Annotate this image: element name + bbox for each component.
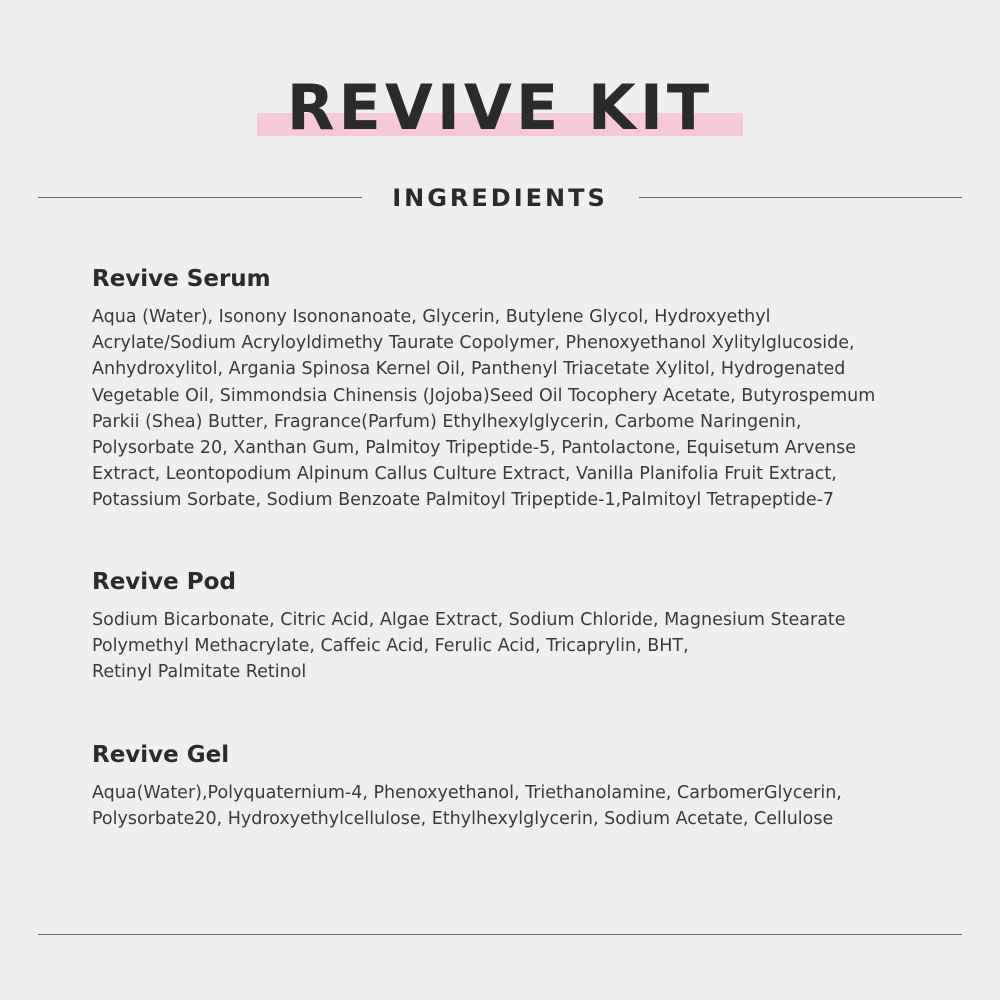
section-revive-gel [92, 740, 922, 832]
subtitle-divider-right [639, 197, 962, 198]
ingredient-list [92, 780, 922, 832]
ingredient-list [92, 304, 922, 514]
ingredient-line: Polymethyl Methacrylate, Caffeic Acid, Ferulic Acid, Tricaprylin, BHT, [92, 636, 689, 657]
section-title: Revive Pod [92, 569, 236, 595]
ingredient-line: Polysorbate20, Hydroxyethylcellulose, Ethylhexylglycerin, Sodium Acetate, Cellulose [92, 809, 834, 830]
subtitle-row [38, 180, 962, 216]
page-title: REVIVE KIT [286, 71, 714, 144]
ingredient-line: Retinyl Palmitate Retinol [92, 662, 307, 683]
section-revive-pod [92, 567, 922, 686]
ingredient-line: Parkii (Shea) Butter, Fragrance(Parfum) Ethylhexylglycerin, Carbome Naringenin, [92, 411, 802, 432]
title-container [287, 72, 713, 144]
ingredient-line: Aqua (Water), Isonony Isononanoate, Glycerin, Butylene Glycol, Hydroxyethyl [92, 307, 771, 327]
section-title: Revive Serum [92, 266, 271, 292]
section-revive-serum [92, 264, 922, 514]
ingredient-line: Potassium Sorbate, Sodium Benzoate Palmitoyl Tripeptide-1,Palmitoyl Tetrapeptide-7 [92, 490, 835, 511]
bottom-divider [38, 934, 962, 935]
ingredient-line: Vegetable Oil, Simmondsia Chinensis (Jojoba)Seed Oil Tocophery Acetate, Butyrospemum [92, 385, 876, 406]
ingredient-line: Extract, Leontopodium Alpinum Callus Culture Extract, Vanilla Planifolia Fruit Extract, [92, 464, 837, 485]
ingredient-line: Acrylate/Sodium Acryloyldimethy Taurate Copolymer, Phenoxyethanol Xylitylglucoside, [92, 333, 855, 354]
section-title: Revive Gel [92, 742, 230, 768]
ingredient-list [92, 607, 922, 686]
ingredient-line: Anhydroxylitol, Argania Spinosa Kernel Oil, Panthenyl Triacetate Xylitol, Hydrogenated [92, 359, 846, 380]
ingredient-line: Aqua(Water),Polyquaternium-4, Phenoxyethanol, Triethanolamine, CarbomerGlycerin, [92, 783, 842, 803]
subtitle: INGREDIENTS [392, 184, 608, 212]
ingredient-line: Polysorbate 20, Xanthan Gum, Palmitoy Tripeptide-5, Pantolactone, Equisetum Arvense [92, 438, 857, 459]
ingredient-line: Sodium Bicarbonate, Citric Acid, Algae Extract, Sodium Chloride, Magnesium Stearate [92, 610, 846, 630]
title-block [0, 72, 1000, 144]
